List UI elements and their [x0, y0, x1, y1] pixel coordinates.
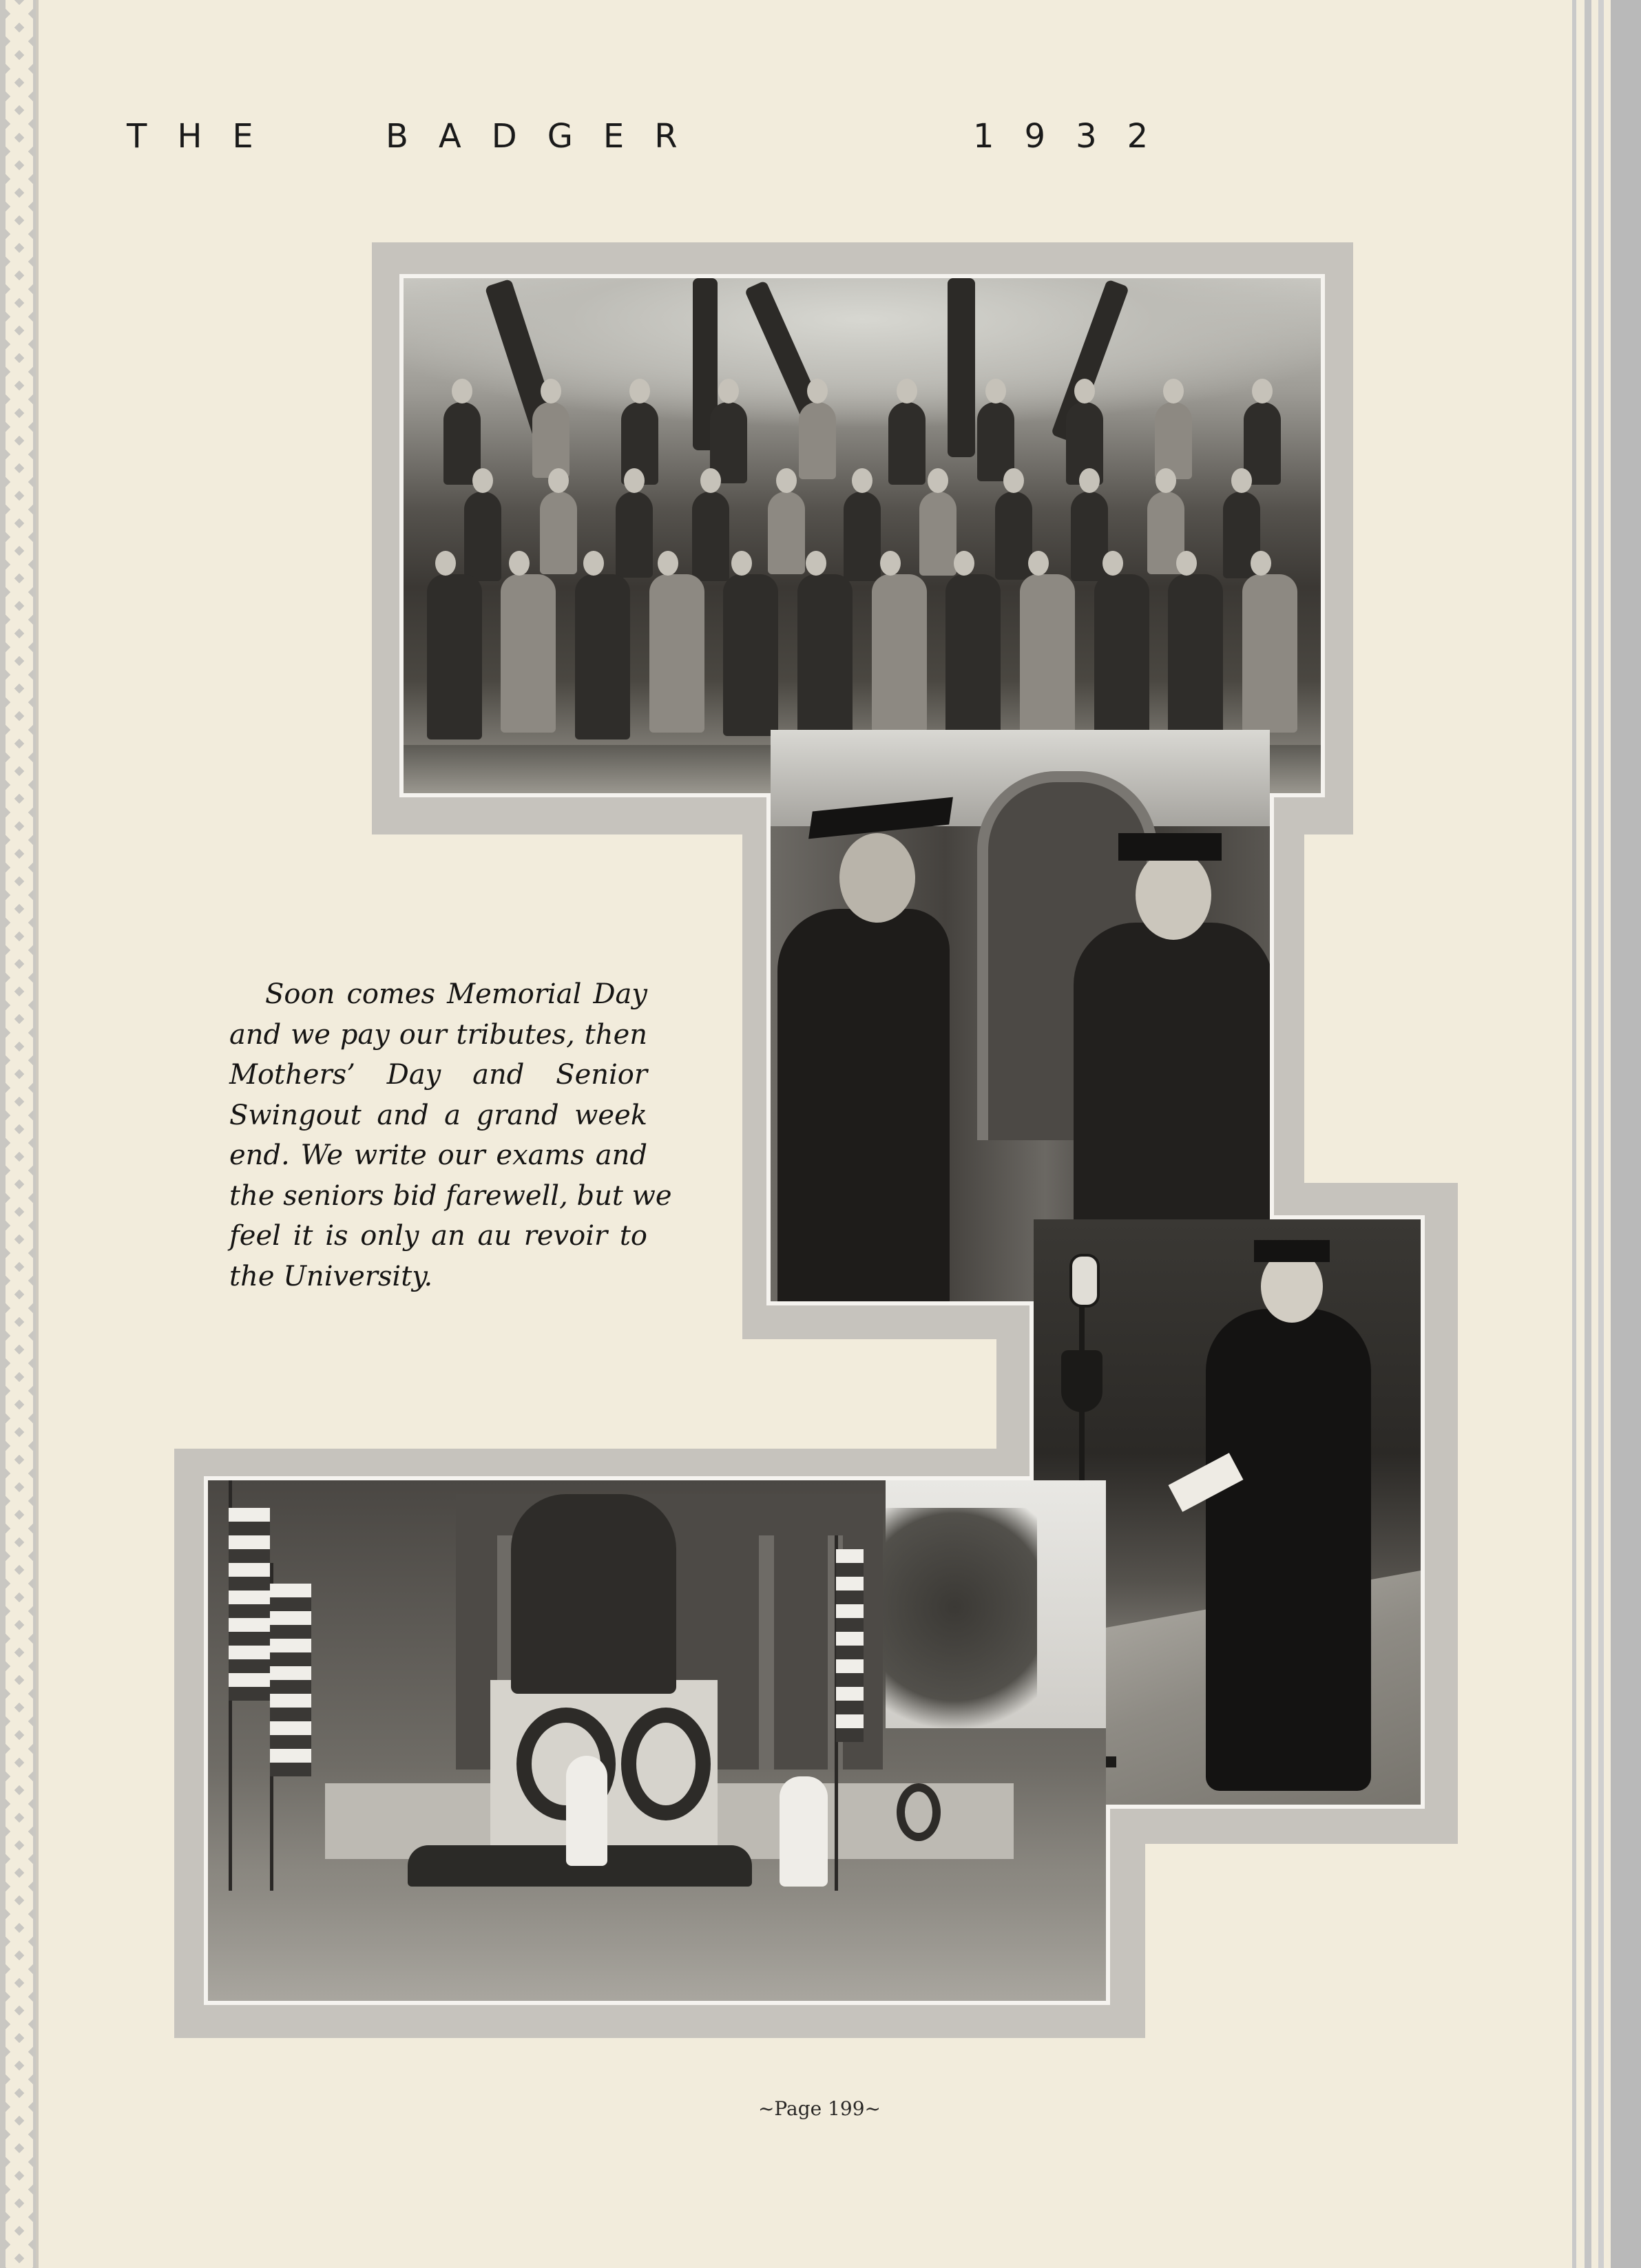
caption-line: Swingout and a grand week: [229, 1099, 647, 1131]
caption-line: the seniors bid farewell, but we: [229, 1179, 672, 1212]
caption-line: end. We write our exams and: [229, 1140, 647, 1171]
caption-line: the University.: [229, 1260, 433, 1292]
caption-line: and we pay our tributes, then: [229, 1018, 647, 1051]
page-number: ~Page 199~: [757, 2097, 881, 2120]
caption-line: Soon comes Memorial Day: [265, 978, 647, 1010]
caption-line: Mothers’ Day and Senior: [229, 1059, 647, 1091]
caption-text: [229, 974, 672, 1296]
header-word-badger: BADGER: [386, 117, 708, 156]
regalia-greeting-photo: [771, 730, 1270, 1301]
caption-line: feel it is only an au revoir to: [229, 1220, 647, 1252]
group-portrait-photo: [404, 278, 1321, 793]
microphone-icon: [1069, 1254, 1100, 1308]
header-word-the: THE: [127, 117, 284, 156]
header-year: 1932: [973, 117, 1179, 156]
right-stripe-border: [1572, 0, 1641, 2268]
memorial-ceremony-photo: [208, 1480, 1106, 2001]
left-diamond-border: [0, 0, 39, 2268]
